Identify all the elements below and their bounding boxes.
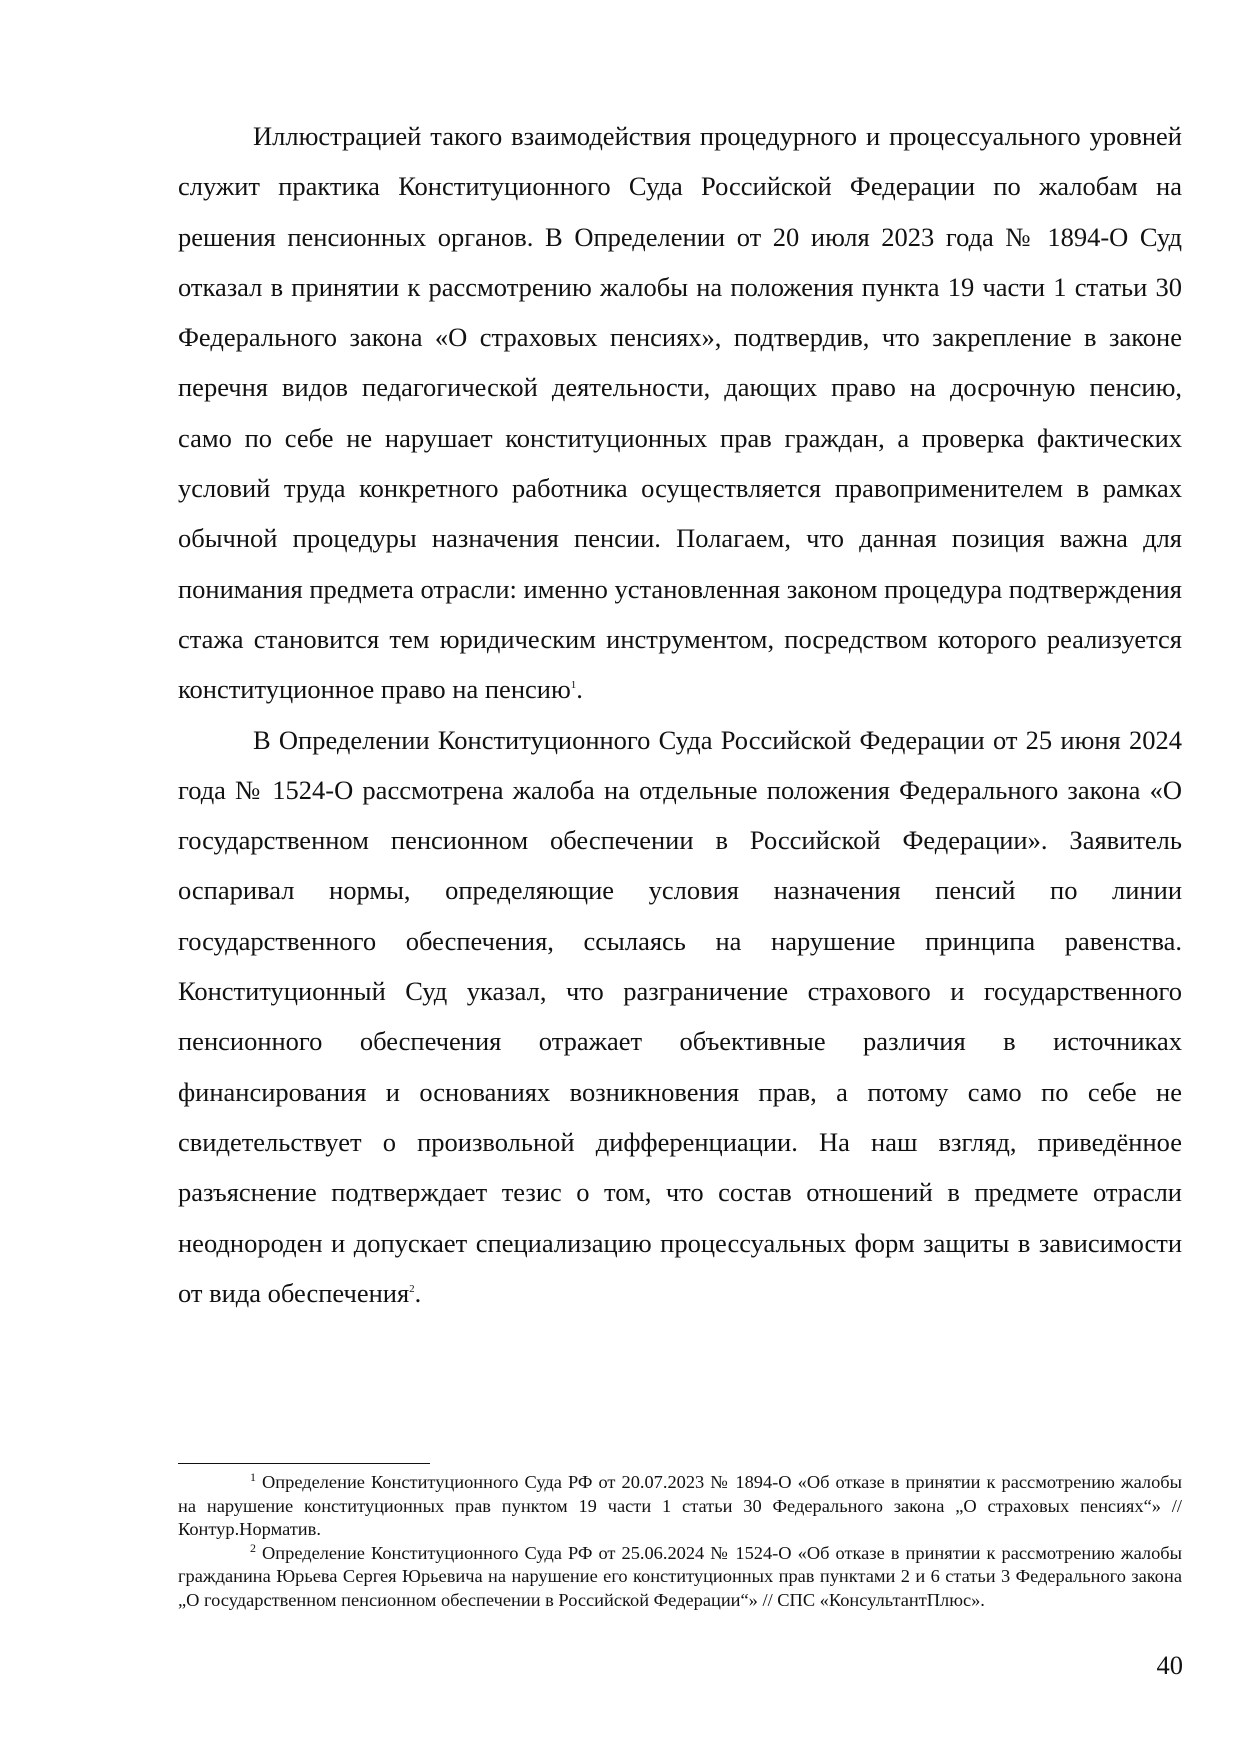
- paragraph-1: [178, 111, 1182, 715]
- page-number: 40: [1156, 1650, 1183, 1680]
- paragraph-1-end: .: [576, 674, 583, 705]
- paragraph-2-end: .: [414, 1277, 422, 1308]
- footnote-1: [178, 1471, 1182, 1542]
- footnote-1-text: Определение Конституционного Суда РФ от 20.07.2023 № 1894-О «Об отказе в принятии к рассмотрению жалобы на нарушение конституционных прав пунктом 19 части 1 статьи 30 Федерального закона „О страховых пенсиях“» // Контур.Норматив.: [178, 1472, 1182, 1540]
- footnote-separator: [178, 1463, 430, 1464]
- footnotes: [178, 1471, 1182, 1613]
- footnote-2-text: Определение Конституционного Суда РФ от 25.06.2024 № 1524-О «Об отказе в принятии к рассмотрению жалобы гражданина Юрьева Сергея Юрьевича на нарушение его конституционных прав пунктами 2 и 6 статьи 3 Федерального закона „О государственном пенсионном обеспечении в Российской Федерации“» // СПС «КонсультантПлюс».: [178, 1542, 1182, 1610]
- paragraph-1-text: Иллюстрацией такого взаимодействия процедурного и процессуального уровней служит практика Конституционного Суда Российской Федерации по жалобам на решения пенсионных органов. В Определении от 20 июля 2023 года № 1894-О Суд отказал в принятии к рассмотрению жалобы на положения пункта 19 части 1 статьи 30 Федерального закона «О страховых пенсиях», подтвердив, что закрепление в законе перечня видов педагогической деятельности, дающих право на досрочную пенсию, само по себе не нарушает конституционных прав граждан, а проверка фактических условий труда конкретного работника осуществляется правоприменителем в рамках обычной процедуры назначения пенсии. Полагаем, что данная позиция важна для понимания предмета отрасли: именно установленная законом процедура подтверждения стажа становится тем юридическим инструментом, посредством которого реализуется конституционное право на пенсию: [178, 121, 1182, 705]
- footnote-1-number: 1: [250, 1469, 256, 1484]
- footnote-2-number: 2: [250, 1540, 256, 1555]
- footnote-reference-1[interactable]: 1: [570, 679, 577, 692]
- paragraph-2-text: В Определении Конституционного Суда Российской Федерации от 25 июня 2024 года № 1524-О рассмотрена жалоба на отдельные положения Федерального закона «О государственном пенсионном обеспечении в Российской Федерации». Заявитель оспаривал нормы, определяющие условия назначения пенсий по линии государственного обеспечения, ссылаясь на нарушение принципа равенства. Конституционный Суд указал, что разграничение страхового и государственного пенсионного обеспечения отражает объективные различия в источниках финансирования и основаниях возникновения прав, а потому само по себе не свидетельствует о произвольной дифференциации. На наш взгляд, приведённое разъяснение подтверждает тезис о том, что состав отношений в предмете отрасли неоднороден и допускает специализацию процессуальных форм защиты в зависимости от вида обеспечения: [178, 724, 1182, 1308]
- footnote-reference-2[interactable]: 2: [409, 1283, 415, 1295]
- footnote-2: [178, 1542, 1182, 1613]
- paragraph-2: [178, 715, 1182, 1319]
- body-text: [178, 111, 1182, 1318]
